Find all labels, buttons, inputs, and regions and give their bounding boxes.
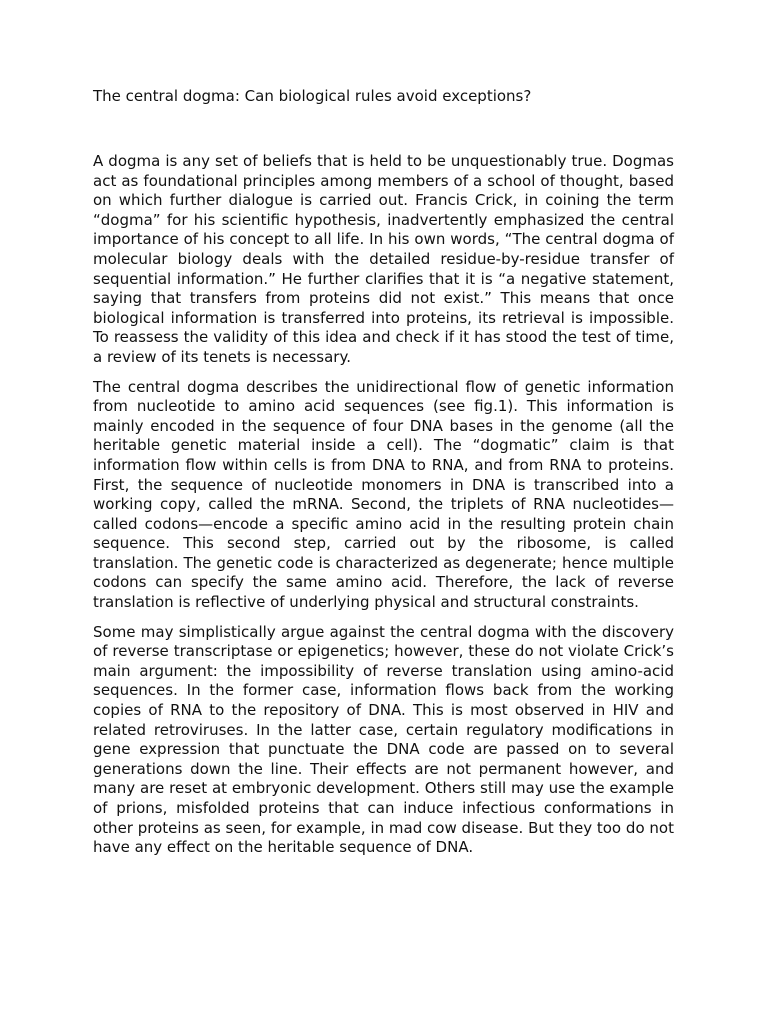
paragraph-dogma-definition: A dogma is any set of beliefs that is held to be unquestionably true. Dogmas act as foundational principles among members of a school of thought, based on which further dialogue is carried out. Francis Crick, in coining the term “dogma” for his scientific hypothesis, inadvertently emphasized the central importance of his concept to all life. In his own words, “The central dogma of molecular biology deals with the detailed residue-by-residue transfer of sequential information.” He further clarifies that it is “a negative statement, saying that transfers from proteins did not exist.” This means that once biological information is transferred into proteins, its retrieval is impossible. To reassess the validity of this idea and check if it has stood the test of time, a review of its tenets is necessary. (93, 152, 674, 366)
paragraph-information-flow: The central dogma describes the unidirectional flow of genetic information from nucleotide to amino acid sequences (see fig.1). This information is mainly encoded in the sequence of four DNA bases in the genome (all the heritable genetic material inside a cell). The “dogmatic” claim is that information flow within cells is from DNA to RNA, and from RNA to proteins. First, the sequence of nucleotide monomers in DNA is transcribed into a working copy, called the mRNA. Second, the triplets of RNA nucleotides—called codons—encode a specific amino acid in the resulting protein chain sequence. This second step, carried out by the ribosome, is called translation. The genetic code is characterized as degenerate; hence multiple codons can specify the same amino acid. Therefore, the lack of reverse translation is reflective of underlying physical and structural constraints. (93, 377, 674, 612)
document-title: The central dogma: Can biological rules avoid exceptions? (93, 87, 532, 105)
paragraph-counterarguments: Some may simplistically argue against the central dogma with the discovery of reverse transcriptase or epigenetics; however, these do not violate Crick’s main argument: the impossibility of reverse translation using amino-acid sequences. In the former case, information flows back from the working copies of RNA to the repository of DNA. This is most observed in HIV and related retroviruses. In the latter case, certain regulatory modifications in gene expression that punctuate the DNA code are passed on to several generations down the line. Their effects are not permanent however, and many are reset at embryonic development. Others still may use the example of prions, misfolded proteins that can induce infectious conformations in other proteins as seen, for example, in mad cow disease. But they too do not have any effect on the heritable sequence of DNA. (93, 622, 674, 857)
document-page (93, 86, 674, 868)
